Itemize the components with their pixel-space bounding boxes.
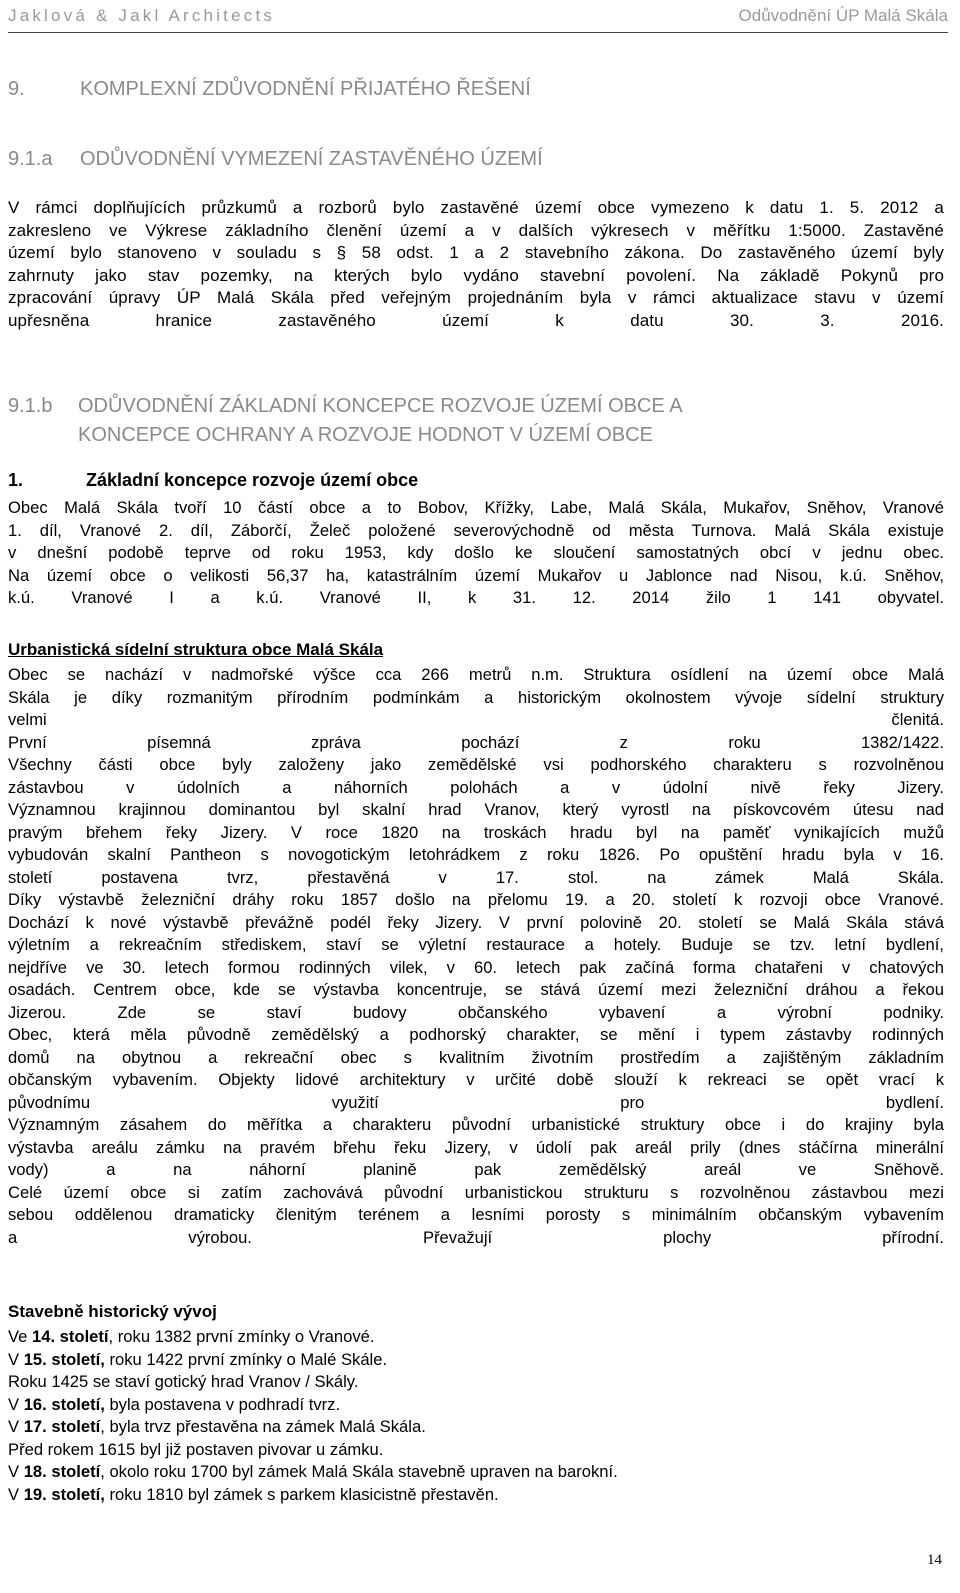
urban-structure-heading: Urbanistická sídelní struktura obce Malá Skála bbox=[8, 640, 384, 659]
text-line: zástavbou v údolních a náhorních polohách a v údolní nivě řeky Jizery. bbox=[8, 777, 944, 797]
text-line: vybudován skalní Pantheon s novogotickým letohrádkem z roku 1826. Po opuštění hradu byla v 16. bbox=[8, 845, 944, 864]
text-line: zakresleno ve Výkrese základního členění území a v dalších výkresech v měřítku 1:5000. Zastavěné bbox=[8, 220, 944, 240]
section-title-line: KONCEPCE OCHRANY A ROZVOJE HODNOT V ÚZEMÍ OBCE bbox=[78, 424, 653, 446]
text-line: Dochází k nové výstavbě převážně podél řeky Jizery. V první polovině 20. století se Malá Skála stává bbox=[8, 912, 944, 932]
text-line: a výrobou. Převažují plochy přírodní. bbox=[8, 1227, 944, 1247]
subsection-number: 1. bbox=[8, 470, 24, 490]
section-title-line: ODŮVODNĚNÍ ZÁKLADNÍ KONCEPCE ROZVOJE ÚZEMÍ OBCE A bbox=[78, 395, 683, 417]
section-9-heading bbox=[8, 78, 531, 101]
text-line: Významným zásahem do měřítka a charakteru původní urbanistické struktury obce i do krajiny byla bbox=[8, 1115, 944, 1134]
text-line: V rámci doplňujících průzkumů a rozborů bylo zastavěné území obce vymezeno k datu 1. 5. 2012 a bbox=[8, 198, 944, 217]
section-number: 9.1.b bbox=[8, 395, 53, 417]
history-item: Před rokem 1615 byl již postaven pivovar u zámku. bbox=[8, 1439, 384, 1459]
text-line: zpracování úpravy ÚP Malá Skála před veřejným projednáním byla v rámci aktualizace stavu v území bbox=[8, 288, 944, 307]
history-item: V 17. století, byla trvz přestavěna na zámek Malá Skála. bbox=[8, 1417, 426, 1436]
header-company: Jaklová & Jakl Architects bbox=[8, 6, 276, 25]
document-page bbox=[8, 0, 952, 1593]
text-line: zahrnuty jako stav pozemky, na kterých bylo vydáno stavební povolení. Na základě Pokynů pro bbox=[8, 265, 944, 285]
text-line: První písemná zpráva pochází z roku 1382/1422. bbox=[8, 732, 944, 752]
history-heading: Stavebně historický vývoj bbox=[8, 1302, 217, 1321]
text-line: osadách. Centrem obce, kde se výstavba koncentruje, se stává území mezi železniční dráhou a řekou bbox=[8, 980, 944, 999]
text-line: Všechny části obce byly založeny jako zemědělské vsi podhorského charakteru s rozvolněnou bbox=[8, 755, 944, 774]
text-line: upřesněna hranice zastavěného území k datu 30. 3. 2016. bbox=[8, 310, 944, 330]
text-line: výstavba areálu zámku na pravém břehu řeku Jizery, v údolí pak areál prily (dnes stáčírna minerální bbox=[8, 1137, 944, 1157]
subsection-title: Základní koncepce rozvoje území obce bbox=[86, 470, 419, 490]
section-number: 9.1.a bbox=[8, 148, 53, 170]
text-line: sebou oddělenou dramaticky členitým terénem a lesními porosty s minimálním občanským vybavením bbox=[8, 1205, 944, 1224]
paragraph-municipality bbox=[8, 497, 944, 610]
section-9-1-a-heading bbox=[8, 148, 543, 171]
text-line: Skála je díky rozmanitým přírodním podmínkám a historickým okolnostem vývoje sídelní struktury bbox=[8, 687, 944, 707]
subsection-1-heading bbox=[8, 470, 418, 491]
text-line: Díky výstavbě železniční dráhy roku 1857 došlo na přelomu 19. a 20. století k rozvoji obce Vranové. bbox=[8, 890, 944, 909]
section-title: KOMPLEXNÍ ZDŮVODNĚNÍ PŘIJATÉHO ŘEŠENÍ bbox=[80, 78, 531, 100]
page-number: 14 bbox=[927, 1552, 942, 1568]
text-line: 1. díl, Vranové 2. díl, Záborčí, Želeč položené severovýchodně od města Turnova. Malá Skála existuje bbox=[8, 520, 944, 540]
text-line: v dnešní podobě teprve od roku 1953, kdy došlo ke sloučení samostatných obcí v jednu obec. bbox=[8, 543, 944, 562]
text-line: Obec Malá Skála tvoří 10 částí obce a to Bobov, Křížky, Labe, Malá Skála, Mukařov, Sněhov, Vranové bbox=[8, 498, 944, 517]
text-line: století postavena tvrz, přestavěná v 17. stol. na zámek Malá Skála. bbox=[8, 867, 944, 887]
text-line: velmi členitá. bbox=[8, 710, 944, 729]
history-list bbox=[8, 1326, 944, 1506]
text-line: výletním a rekreačním střediskem, staví se výletní restaurace a hotely. Buduje se tzv. letní bydlení, bbox=[8, 935, 944, 954]
text-line: Jizerou. Zde se staví budovy občanského vybavení a výrobní podniky. bbox=[8, 1002, 944, 1022]
section-9-1-b-heading bbox=[8, 392, 683, 450]
section-title: ODŮVODNĚNÍ VYMEZENÍ ZASTAVĚNÉHO ÚZEMÍ bbox=[80, 148, 543, 170]
text-line: občanským vybavením. Objekty lidové architektury v určité době slouží k rekreaci se opět vrací k bbox=[8, 1070, 944, 1089]
history-item: V 15. století, roku 1422 první zmínky o Malé Skále. bbox=[8, 1349, 388, 1369]
paragraph-9-1-a bbox=[8, 197, 944, 332]
text-line: nejdříve ve 30. letech formou rodinných vilek, v 60. letech pak začíná forma chatařeni v chatových bbox=[8, 957, 944, 977]
text-line: vody) a na náhorní planině pak zemědělský areál ve Sněhově. bbox=[8, 1160, 944, 1179]
header-document-title: Odůvodnění ÚP Malá Skála bbox=[738, 6, 948, 25]
history-item: V 19. století, roku 1810 byl zámek s parkem klasicistně přestavěn. bbox=[8, 1484, 499, 1504]
paragraph-urban-structure bbox=[8, 664, 944, 1249]
history-item: V 18. století, okolo roku 1700 byl zámek Malá Skála stavebně upraven na barokní. bbox=[8, 1462, 618, 1481]
text-line: Obec, která měla původně zemědělský a podhorský charakter, se mění i typem zástavby rodinných bbox=[8, 1025, 944, 1044]
text-line: Obec se nachází v nadmořské výšce cca 266 metrů n.m. Struktura osídlení na území obce Malá bbox=[8, 665, 944, 684]
section-number: 9. bbox=[8, 78, 25, 100]
text-line: Na území obce o velikosti 56,37 ha, katastrálním území Mukařov u Jablonce nad Nisou, k.ú. Sněhov, bbox=[8, 565, 944, 585]
text-line: pravým břehem řeky Jizery. V roce 1820 na troskách hradu byl na paměť vynikajících mužů bbox=[8, 822, 944, 842]
text-line: domů na obytnou a rekreační obec s kvalitním životním prostředím a zajištěným základním bbox=[8, 1047, 944, 1067]
text-line: Významnou krajinnou dominantou byl skalní hrad Vranov, který vyrostl na pískovcovém útesu nad bbox=[8, 800, 944, 819]
text-line: území bylo stanoveno v souladu s § 58 odst. 1 a 2 stavebního zákona. Do zastavěného území byly bbox=[8, 243, 944, 262]
history-item: Ve 14. století, roku 1382 první zmínky o Vranové. bbox=[8, 1327, 375, 1346]
text-line: původnímu využití pro bydlení. bbox=[8, 1092, 944, 1112]
text-line: k.ú. Vranové I a k.ú. Vranové II, k 31. 12. 2014 žilo 1 141 obyvatel. bbox=[8, 588, 944, 607]
history-item: Roku 1425 se staví gotický hrad Vranov / Skály. bbox=[8, 1372, 359, 1391]
page-header bbox=[8, 6, 948, 33]
history-item: V 16. století, byla postavena v podhradí tvrz. bbox=[8, 1394, 341, 1414]
text-line: Celé území obce si zatím zachovává původní urbanistickou strukturu s rozvolněnou zástavbou mezi bbox=[8, 1182, 944, 1202]
